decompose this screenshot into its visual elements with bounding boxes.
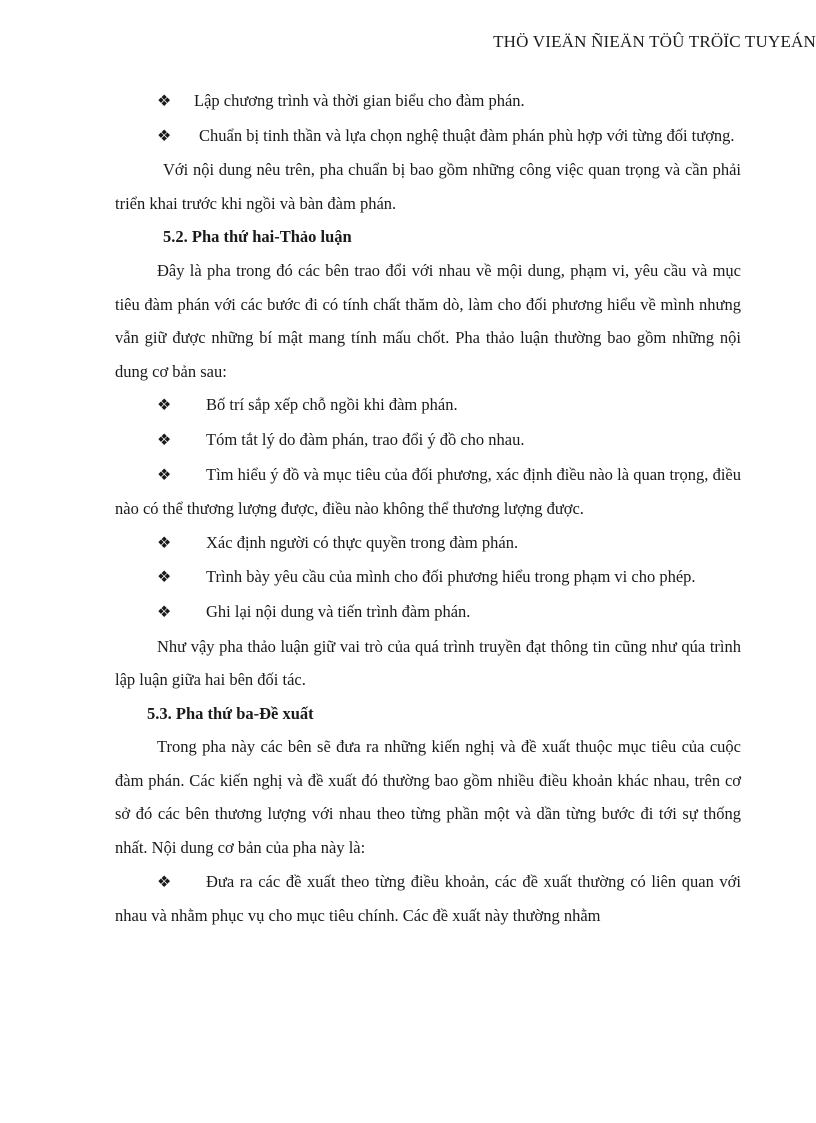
bullet-text: Tìm hiểu ý đồ và mục tiêu của đối phương, xác định điều nào là quan trọng, điều nào có thể thương lượng được, điều nào không thể thương lượng được. bbox=[115, 464, 741, 519]
diamond-bullet-icon: ❖ bbox=[157, 431, 172, 449]
section-heading: 5.3. Pha thứ ba-Đề xuất bbox=[147, 703, 314, 723]
paragraph: Đây là pha trong đó các bên trao đổi với nhau về mội dung, phạm vi, yêu cầu và mục tiêu đàm phán với các bước đi có tính chất thăm dò, làm cho đối phương hiểu về mình nhưng vẫn giữ được những bí mật mang tính mấu chốt. Pha thảo luận thường bao gồm những nội dung cơ bản sau: bbox=[115, 260, 741, 381]
diamond-bullet-icon: ❖ bbox=[157, 534, 172, 552]
bullet-item bbox=[115, 119, 741, 154]
diamond-bullet-icon: ❖ bbox=[157, 873, 172, 891]
bullet-text: Chuẩn bị tinh thần và lựa chọn nghệ thuật đàm phán phù hợp với từng đối tượng. bbox=[199, 125, 735, 145]
section-heading: 5.2. Pha thứ hai-Thảo luận bbox=[163, 227, 352, 247]
bullet-item bbox=[115, 526, 741, 561]
diamond-bullet-icon: ❖ bbox=[157, 466, 172, 484]
bullet-item bbox=[115, 423, 741, 458]
diamond-bullet-icon: ❖ bbox=[157, 93, 172, 110]
paragraph: Trong pha này các bên sẽ đưa ra những kiến nghị và đề xuất thuộc mục tiêu của cuộc đàm phán. Các kiến nghị và đề xuất đó thường bao gồm nhiều điều khoản khác nhau, trên cơ sở đó các bên thương lượng với nhau theo từng phần một và dần từng bước đi tới sự thống nhất. Nội dung cơ bản của pha này là: bbox=[115, 737, 741, 858]
bullet-item bbox=[115, 84, 741, 119]
bullet-text: Trình bày yêu cầu của mình cho đối phương hiểu trong phạm vi cho phép. bbox=[206, 567, 696, 587]
bullet-text: Lập chương trình và thời gian biểu cho đàm phán. bbox=[194, 91, 525, 110]
bullet-text: Đưa ra các đề xuất theo từng điều khoản, các đề xuất thường có liên quan với nhau và nhằm phục vụ cho mục tiêu chính. Các đề xuất này thường nhằm bbox=[115, 871, 741, 926]
bullet-text: Bố trí sắp xếp chỗ ngồi khi đàm phán. bbox=[206, 395, 458, 415]
page-header-title: THÖ VIEÄN ÑIEÄN TÖÛ TRÖÏC TUYEÁN bbox=[493, 32, 816, 51]
bullet-item bbox=[115, 458, 741, 526]
paragraph: Với nội dung nêu trên, pha chuẩn bị bao gồm những công việc quan trọng và cần phải triển khai trước khi ngồi và bàn đàm phán. bbox=[115, 160, 741, 213]
bullet-item bbox=[115, 865, 741, 933]
diamond-bullet-icon: ❖ bbox=[157, 569, 172, 587]
diamond-bullet-icon: ❖ bbox=[157, 127, 172, 145]
bullet-item bbox=[115, 388, 741, 423]
bullet-text: Ghi lại nội dung và tiến trình đàm phán. bbox=[206, 601, 471, 621]
bullet-item bbox=[115, 560, 741, 595]
paragraph: Như vậy pha thảo luận giữ vai trò của quá trình truyền đạt thông tin cũng như qúa trình lập luận giữa hai bên đối tác. bbox=[115, 636, 741, 690]
diamond-bullet-icon: ❖ bbox=[157, 603, 172, 621]
document-body bbox=[115, 84, 741, 933]
diamond-bullet-icon: ❖ bbox=[157, 397, 172, 415]
bullet-text: Xác định người có thực quyền trong đàm phán. bbox=[206, 532, 519, 552]
bullet-text: Tóm tắt lý do đàm phán, trao đổi ý đồ cho nhau. bbox=[206, 429, 525, 449]
bullet-item bbox=[115, 595, 741, 630]
